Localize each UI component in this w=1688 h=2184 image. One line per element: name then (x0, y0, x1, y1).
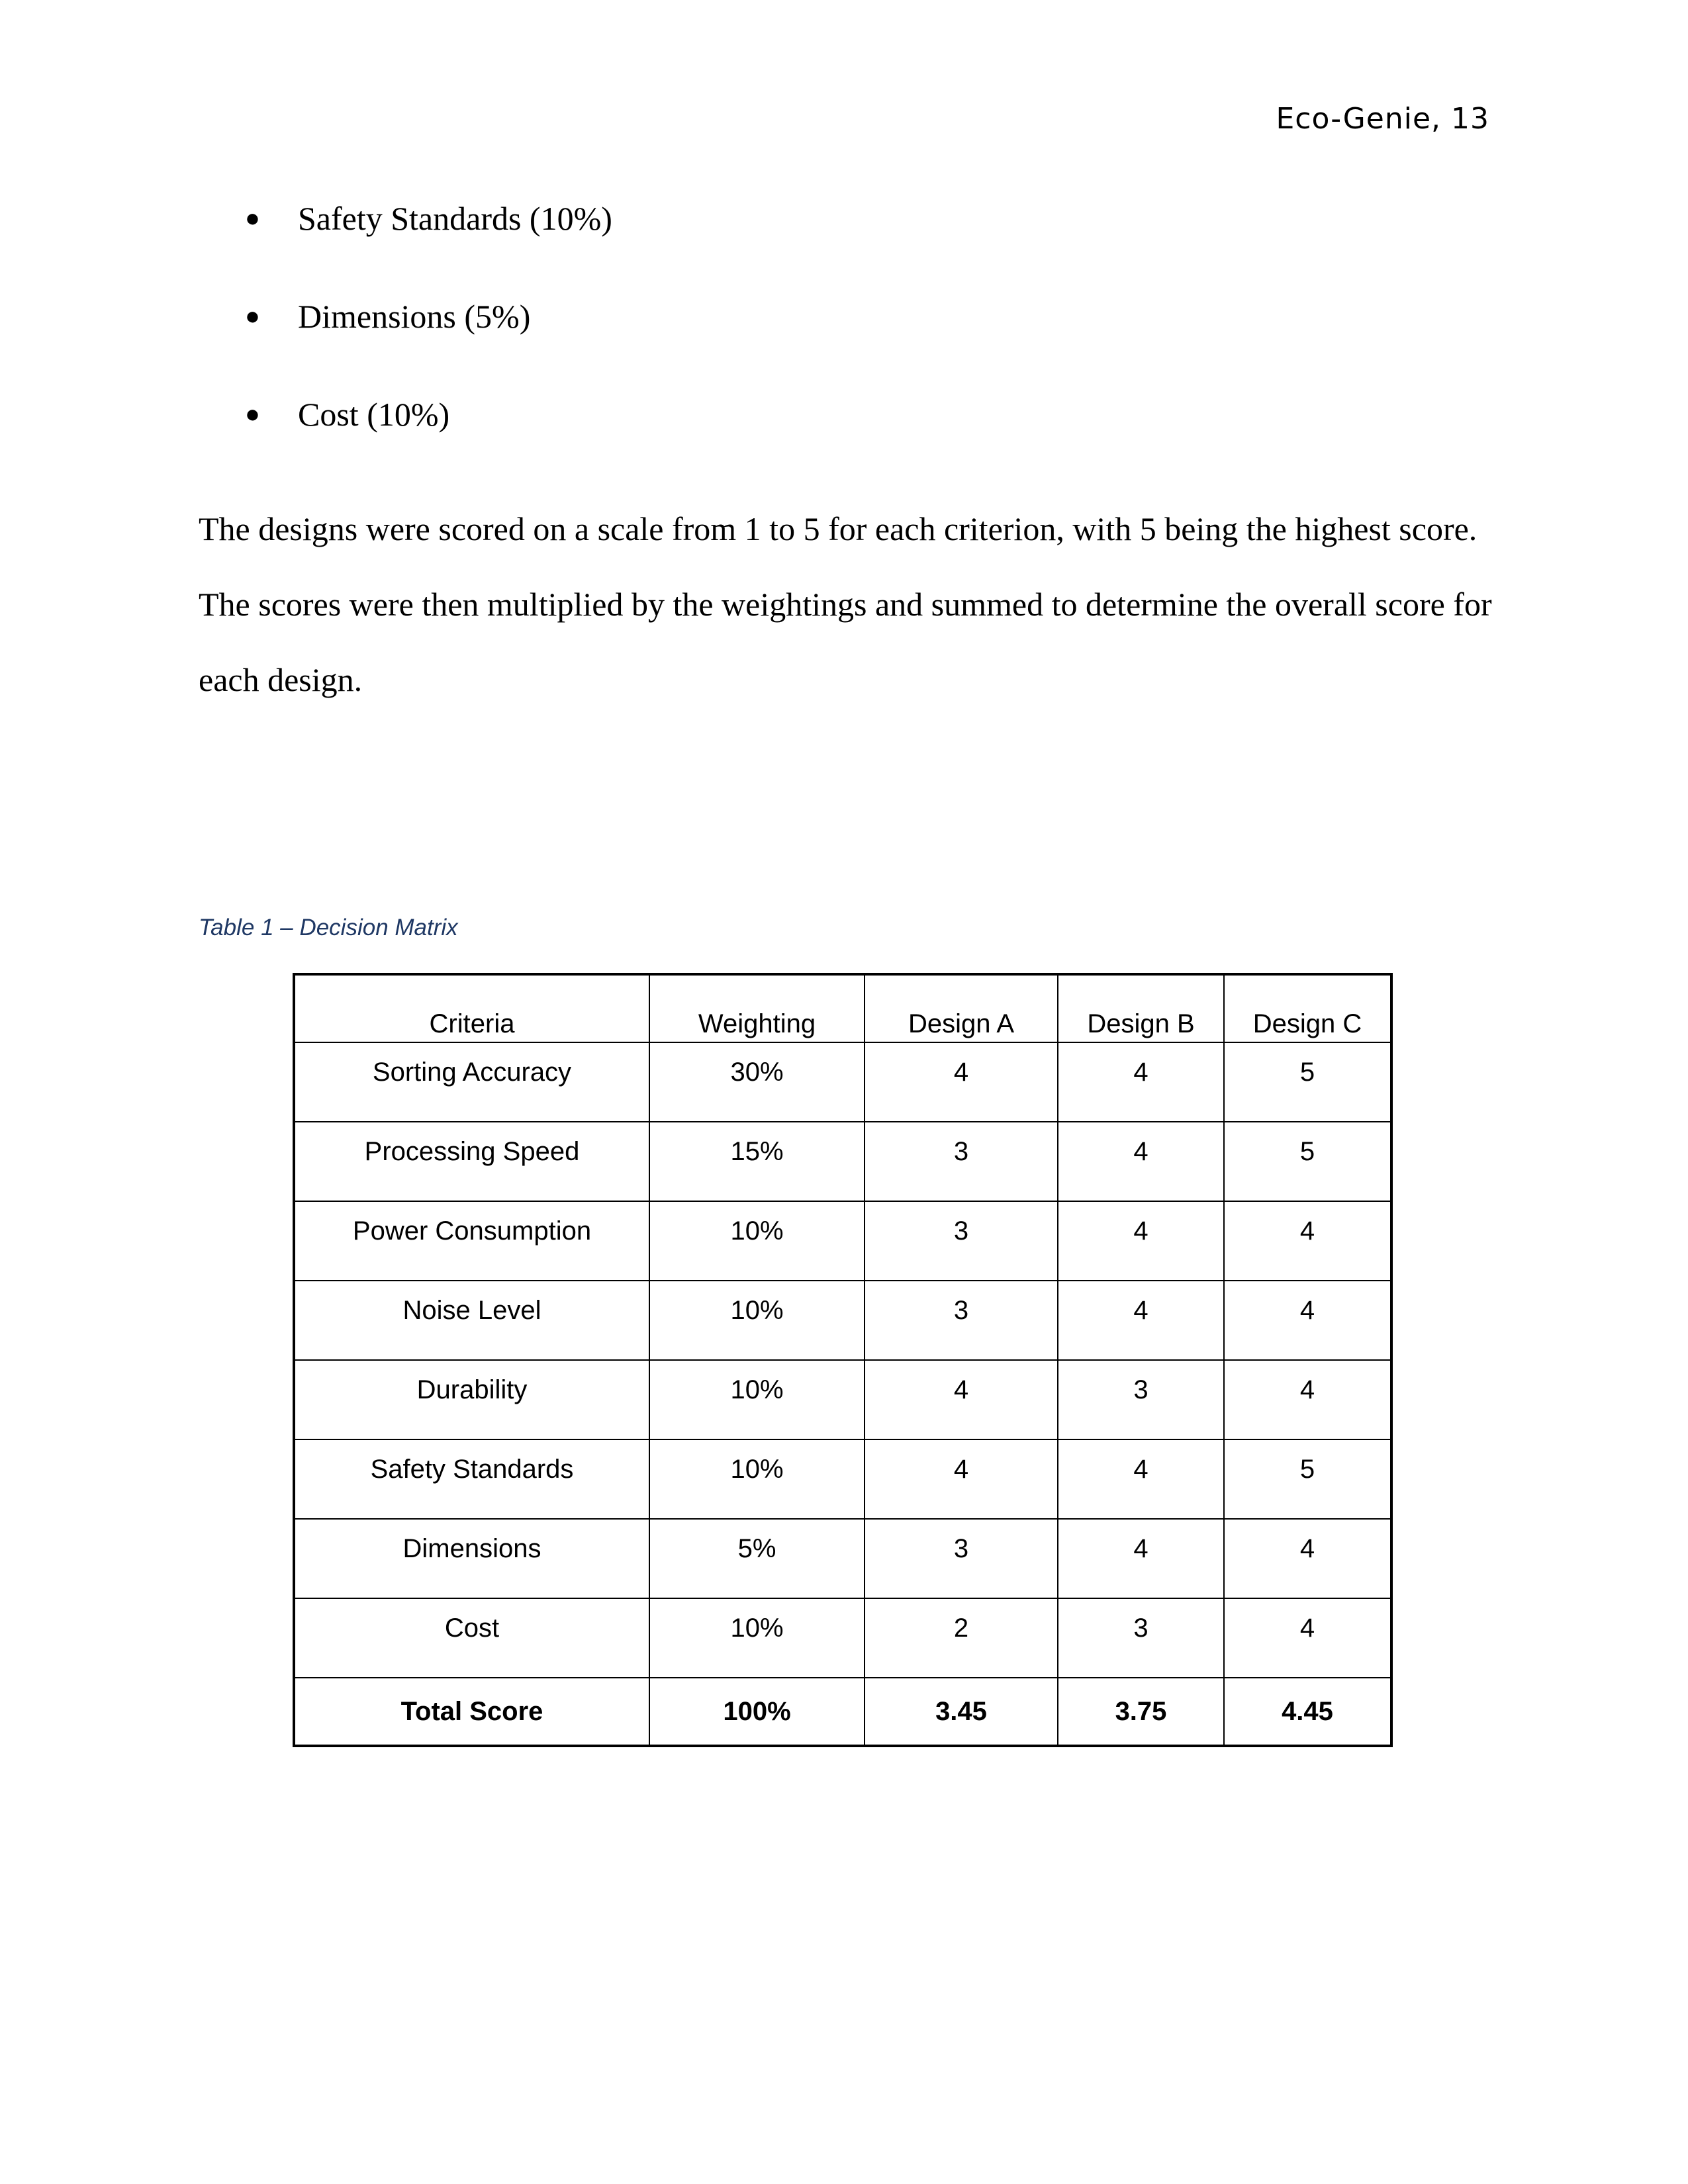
total-weighting-cell: 100% (649, 1678, 865, 1746)
table-cell: 4 (1058, 1439, 1224, 1519)
table-cell: 3 (865, 1201, 1058, 1281)
table-cell: 5 (1224, 1042, 1391, 1122)
table-row (294, 1439, 1391, 1519)
table-cell: 5 (1224, 1122, 1391, 1201)
table-header-row (294, 974, 1391, 1042)
column-header-design-b: Design B (1058, 974, 1224, 1042)
table-cell: 5 (1224, 1439, 1391, 1519)
table-cell: 10% (649, 1360, 865, 1439)
table-cell: 3 (1058, 1360, 1224, 1439)
table-row (294, 1122, 1391, 1201)
table-cell: 4 (1224, 1281, 1391, 1360)
table-total-row (294, 1678, 1391, 1746)
table-cell: 2 (865, 1598, 1058, 1678)
total-design-b-cell: 3.75 (1058, 1678, 1224, 1746)
table-cell: 3 (865, 1281, 1058, 1360)
table-row (294, 1598, 1391, 1678)
bullet-text: Safety Standards (10%) (298, 200, 612, 237)
table-cell: 10% (649, 1201, 865, 1281)
table-cell: Durability (294, 1360, 649, 1439)
page-header: Eco-Genie, 13 (1276, 102, 1489, 136)
table-cell: Power Consumption (294, 1201, 649, 1281)
table-cell: 3 (1058, 1598, 1224, 1678)
table-row (294, 1360, 1391, 1439)
total-label-cell: Total Score (294, 1678, 649, 1746)
table-cell: 4 (865, 1439, 1058, 1519)
table-cell: Dimensions (294, 1519, 649, 1598)
column-header-design-a: Design A (865, 974, 1058, 1042)
bullet-text: Dimensions (5%) (298, 298, 531, 335)
table-cell: Cost (294, 1598, 649, 1678)
table-cell: 10% (649, 1598, 865, 1678)
table-cell: 4 (1058, 1519, 1224, 1598)
table-cell: 3 (865, 1519, 1058, 1598)
table-cell: Noise Level (294, 1281, 649, 1360)
table-cell: 4 (1058, 1122, 1224, 1201)
table-row (294, 1519, 1391, 1598)
body-paragraph: The designs were scored on a scale from 1 to 5 for each criterion, with 5 being the highest score. The scores were then multiplied by the weightings and summed to determine the overall score for each design. (199, 510, 1492, 698)
table-row (294, 1281, 1391, 1360)
table-cell: 4 (1224, 1360, 1391, 1439)
table-caption: Table 1 – Decision Matrix (199, 915, 458, 940)
table-cell: Processing Speed (294, 1122, 649, 1201)
bullet-icon: ● (245, 400, 260, 428)
table-cell: 4 (1058, 1042, 1224, 1122)
bullet-icon: ● (245, 205, 260, 232)
column-header-criteria: Criteria (294, 974, 649, 1042)
table-cell: 4 (1224, 1201, 1391, 1281)
total-design-c-cell: 4.45 (1224, 1678, 1391, 1746)
table-row (294, 1201, 1391, 1281)
decision-matrix-table (293, 973, 1393, 1747)
table-cell: 4 (865, 1042, 1058, 1122)
table-cell: 3 (865, 1122, 1058, 1201)
bullet-icon: ● (245, 302, 260, 330)
table-cell: Sorting Accuracy (294, 1042, 649, 1122)
table-cell: 4 (865, 1360, 1058, 1439)
table-cell: 10% (649, 1439, 865, 1519)
bullet-text: Cost (10%) (298, 396, 450, 433)
table-cell: Safety Standards (294, 1439, 649, 1519)
table-cell: 4 (1224, 1598, 1391, 1678)
table-cell: 10% (649, 1281, 865, 1360)
table-cell: 4 (1058, 1281, 1224, 1360)
table-cell: 5% (649, 1519, 865, 1598)
table-cell: 30% (649, 1042, 865, 1122)
table-cell: 15% (649, 1122, 865, 1201)
column-header-weighting: Weighting (649, 974, 865, 1042)
table-cell: 4 (1058, 1201, 1224, 1281)
column-header-design-c: Design C (1224, 974, 1391, 1042)
table-cell: 4 (1224, 1519, 1391, 1598)
table-row (294, 1042, 1391, 1122)
total-design-a-cell: 3.45 (865, 1678, 1058, 1746)
